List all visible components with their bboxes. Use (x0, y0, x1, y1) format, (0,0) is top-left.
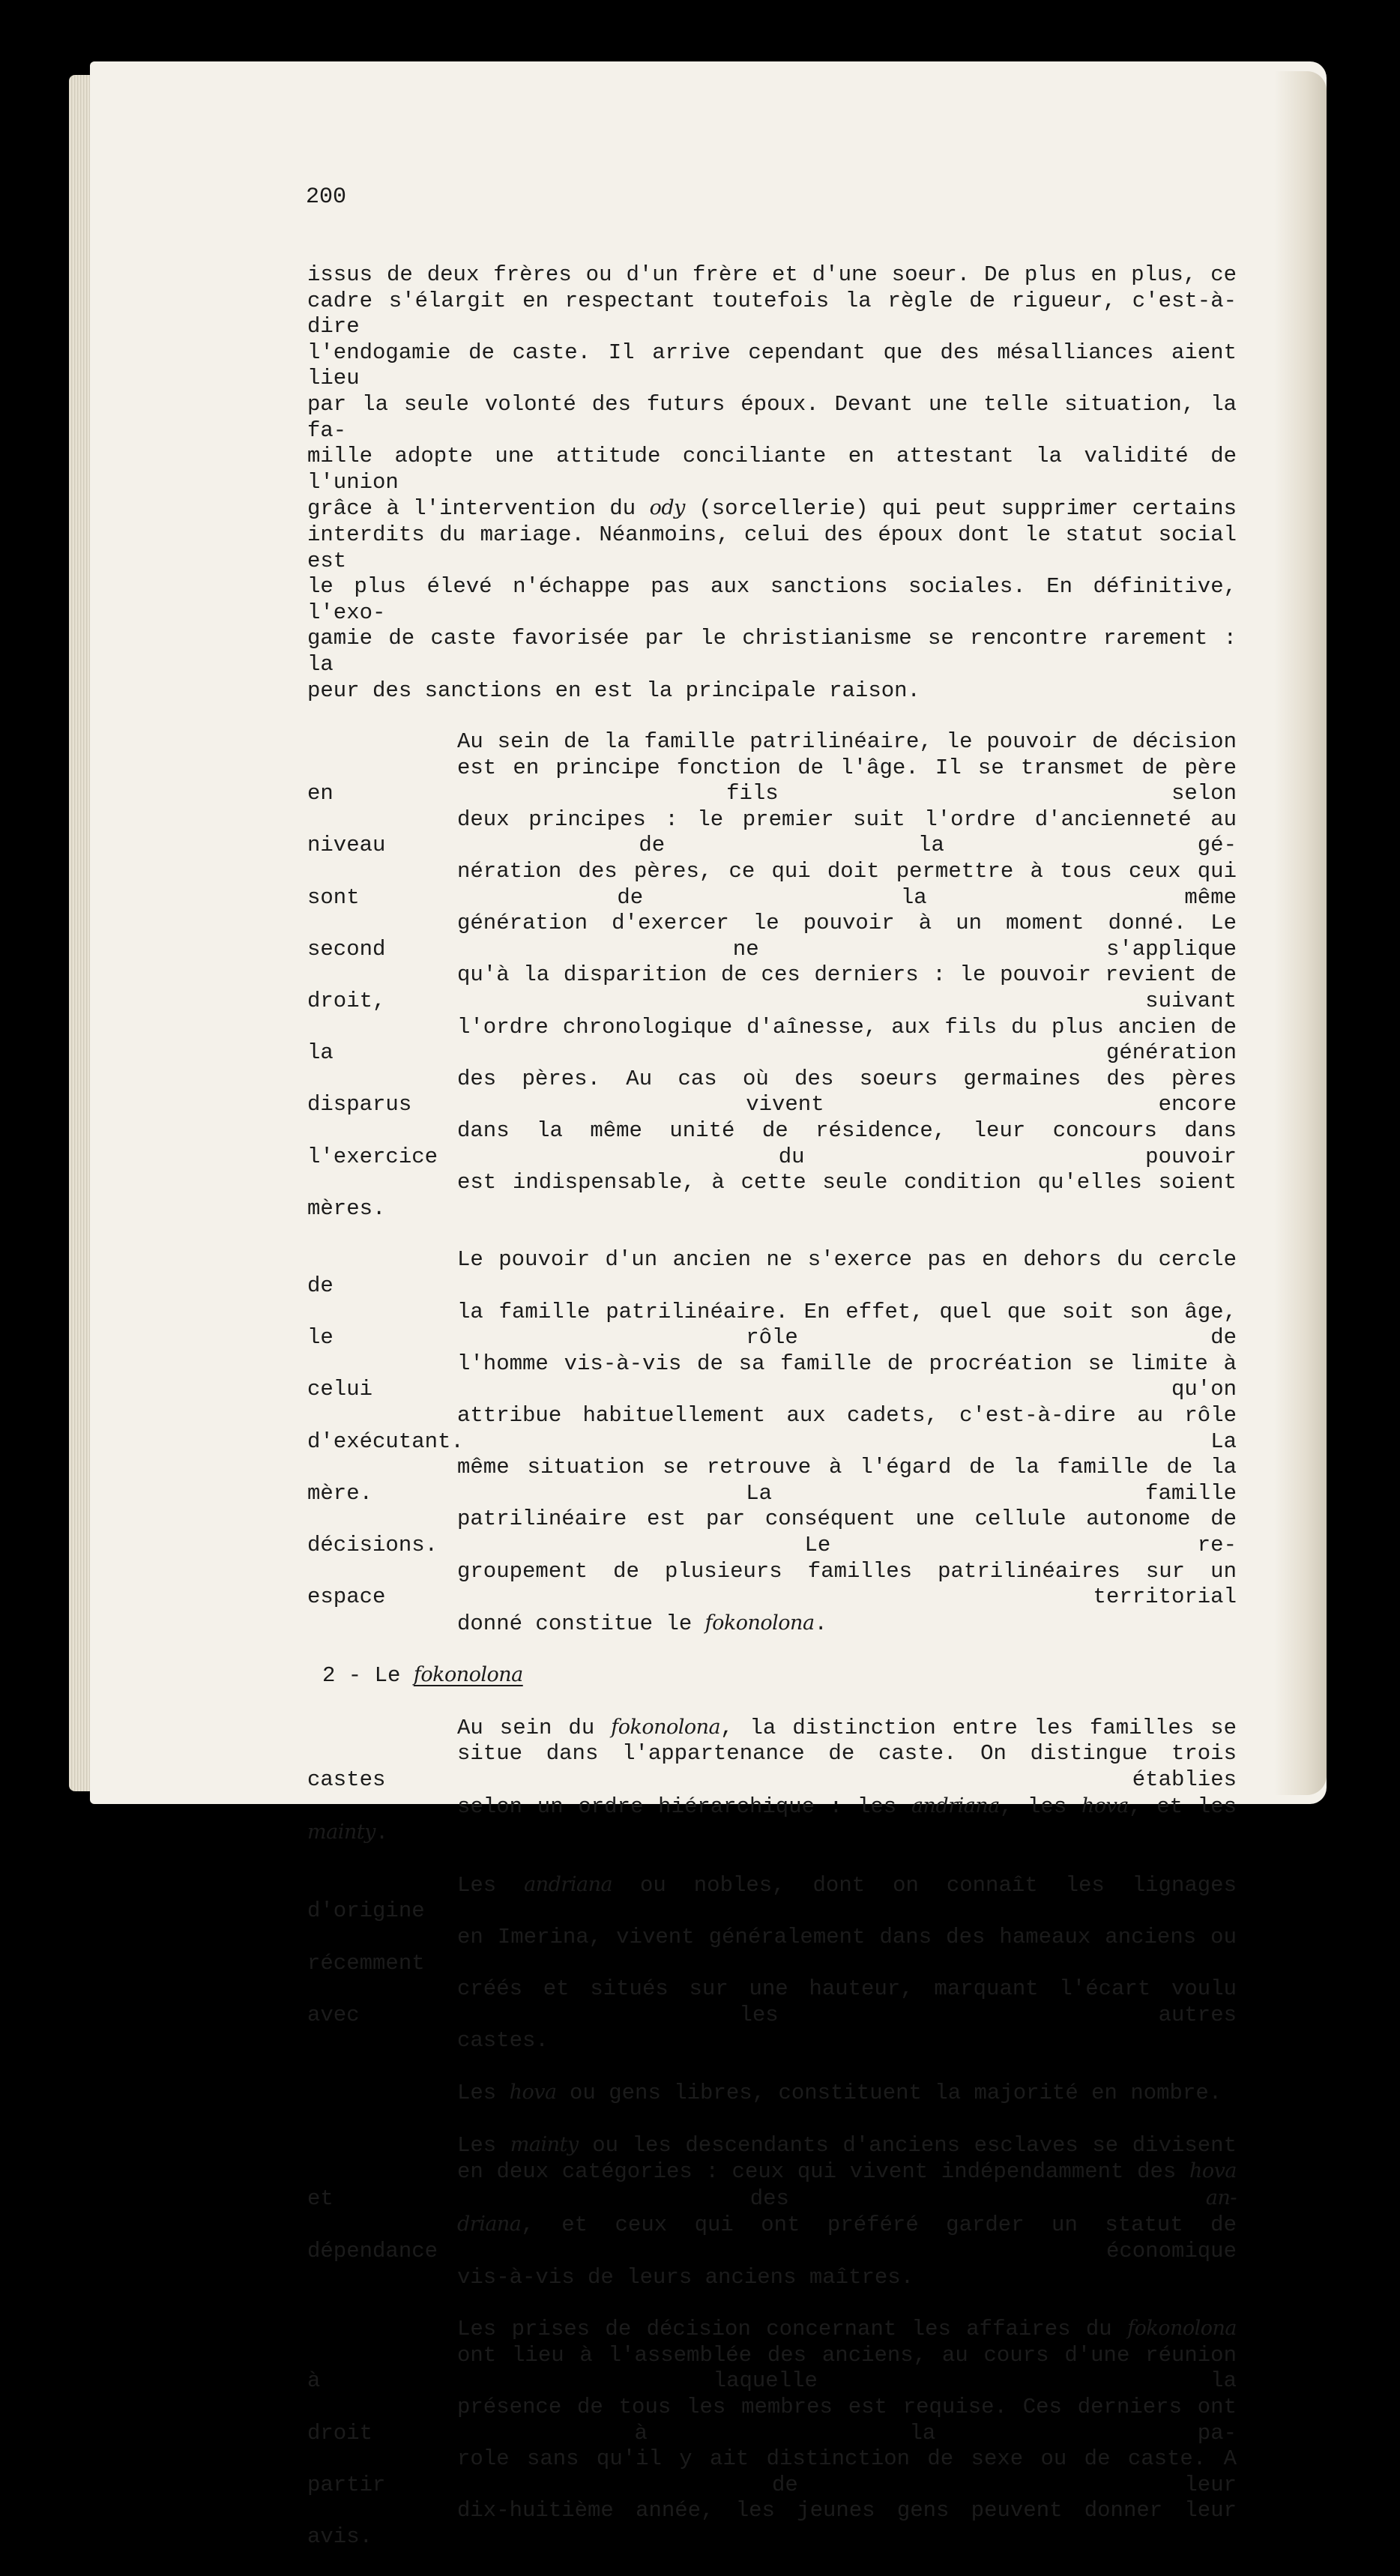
text-line (307, 807, 1237, 859)
text-run: , et les (1129, 1794, 1237, 1819)
text-line (307, 289, 1237, 340)
text-run: . (375, 1821, 389, 1846)
text-run: . (814, 1611, 827, 1636)
italic-term: an- (1205, 2186, 1237, 2209)
italic-term: fokonolona (611, 1715, 721, 1739)
text-run: gamie de caste favorisée par le christianisme se rencontre rarement : la (307, 626, 1237, 677)
text-run: cadre s'élargit en respectant toutefois la règle de rigueur, c'est-à-dire (307, 288, 1237, 340)
text-run: donné constitue le (457, 1611, 705, 1636)
paragraph (307, 2316, 1237, 2550)
paragraph (307, 1715, 1237, 1847)
text-line (307, 262, 1237, 289)
text-run: l'homme vis-à-vis de sa famille de procréation se limite à celui qu'on (307, 1351, 1237, 1402)
text-run: Au sein du (457, 1715, 612, 1740)
italic-term: mainty (510, 2132, 579, 2156)
paragraph (307, 2132, 1237, 2291)
text-line (307, 1067, 1237, 1118)
section-heading-number: 2 - Le (322, 1663, 414, 1689)
paragraph (307, 729, 1237, 1222)
text-line (307, 392, 1237, 444)
text-run: est indispensable, à cette seule condition qu'elles soient mères. (307, 1170, 1237, 1221)
text-block-1 (307, 262, 1237, 1637)
text-run: ont lieu à l'assemblée des anciens, au cours d'une réunion à laquelle la (307, 2342, 1237, 2394)
text-line (307, 574, 1237, 626)
text-run: ou gens libres, constituent la majorité en nombre. (556, 2081, 1222, 2105)
text-run: Le pouvoir d'un ancien ne s'exerce pas en dehors du cercle de (307, 1247, 1237, 1298)
text-line (307, 2343, 1237, 2395)
paragraph (307, 2080, 1237, 2107)
text-line (307, 1872, 1237, 1925)
text-line (307, 1455, 1237, 1506)
text-run: peur des sanctions en est la principale raison. (307, 678, 920, 703)
text-run: en deux catégories : ceux qui vivent indépendamment des (457, 2159, 1189, 2185)
text-run: Les (457, 1872, 525, 1898)
section-heading-title: fokonolona (413, 1663, 523, 1687)
text-line (307, 1976, 1237, 2028)
text-run: par la seule volonté des futurs époux. Devant une telle situation, la fa- (307, 391, 1237, 443)
text-run: génération d'exercer le pouvoir à un moment donné. Le second ne s'applique (307, 911, 1237, 962)
text-run: dans la même unité de résidence, leur concours dans l'exercice du pouvoir (307, 1118, 1237, 1169)
paragraph (307, 1247, 1237, 1637)
text-line (307, 2498, 1237, 2550)
italic-term: hova (509, 2081, 557, 2104)
italic-term: hova (1081, 1794, 1129, 1818)
text-line (307, 911, 1237, 962)
text-run: issus de deux frères ou d'un frère et d'une soeur. De plus en plus, ce (307, 262, 1237, 287)
text-run: , les (999, 1794, 1082, 1819)
text-run: deux principes : le premier suit l'ordre d'ancienneté au niveau de la gé- (307, 806, 1237, 858)
text-line (307, 2212, 1237, 2264)
text-run: l'endogamie de caste. Il arrive cependant que des mésalliances aient lieu (307, 340, 1237, 391)
paragraph (307, 262, 1237, 704)
text-line (307, 729, 1237, 755)
text-run: grâce à l'intervention du (307, 496, 650, 522)
text-run: nération des pères, ce qui doit permettre à tous ceux qui sont de la même (307, 859, 1237, 910)
text-line (307, 444, 1237, 495)
italic-term: driana (457, 2212, 522, 2236)
text-line (307, 755, 1237, 807)
text-line (307, 2028, 1237, 2054)
text-run: , la distinction entre les familles se (720, 1715, 1237, 1740)
text-line (307, 626, 1237, 678)
text-run: qu'à la disparition de ces derniers : le pouvoir revient de droit, suivant (307, 962, 1237, 1014)
text-run: présence de tous les membres est requise. Ces derniers ont droit à la pa- (307, 2394, 1237, 2446)
text-run: créés et situés sur une hauteur, marquant l'écart voulu avec les autres (307, 1976, 1237, 2027)
italic-term: ody (649, 496, 685, 520)
text-run: la famille patrilinéaire. En effet, quel que soit son âge, le rôle de (307, 1299, 1237, 1351)
text-line (307, 2316, 1237, 2343)
book-fore-edge (1274, 71, 1327, 1795)
text-block-2 (307, 1715, 1237, 2551)
text-line (307, 2159, 1237, 2212)
text-line (307, 1794, 1237, 1847)
italic-term: hova (1189, 2159, 1237, 2183)
text-run: des pères. Au cas où des soeurs germaines des pères disparus vivent encore (307, 1066, 1237, 1117)
text-line (307, 1741, 1237, 1793)
text-line (307, 1170, 1237, 1222)
text-run: groupement de plusieurs familles patrilinéaires sur un espace territorial (307, 1558, 1237, 1610)
text-run: en Imerina, vivent généralement dans des hameaux anciens ou récemment (307, 1925, 1237, 1976)
text-run: attribue habituellement aux cadets, c'est-à-dire au rôle d'exécutant. La (307, 1402, 1237, 1454)
text-run: le plus élevé n'échappe pas aux sanctions sociales. En définitive, l'exo- (307, 574, 1237, 625)
text-run: situe dans l'appartenance de caste. On distingue trois castes établies (307, 1741, 1237, 1793)
italic-term: fokonolona (704, 1611, 815, 1635)
text-run: selon un ordre hiérarchique : les (457, 1794, 911, 1819)
text-run: Les (457, 2132, 510, 2158)
text-run: Les (457, 2081, 510, 2105)
body-text (307, 262, 1237, 2576)
text-line (307, 2080, 1237, 2107)
italic-term: mainty (307, 1821, 375, 1844)
text-run: role sans qu'il y ait distinction de sexe ou de caste. A partir de leur (307, 2446, 1237, 2497)
text-line (307, 962, 1237, 1014)
text-run: l'ordre chronologique d'aînesse, aux fils du plus ancien de la génération (307, 1014, 1237, 1066)
text-run: dix-huitième année, les jeunes gens peuvent donner leur avis. (307, 2498, 1237, 2549)
text-line (307, 1925, 1237, 1976)
text-line (307, 1351, 1237, 1403)
text-run: Les prises de décision concernant les affaires du (457, 2317, 1128, 2342)
text-line (307, 1715, 1237, 1742)
text-line (307, 1247, 1237, 1299)
text-line (307, 1559, 1237, 1611)
text-line (307, 1015, 1237, 1067)
text-run: Au sein de la famille patrilinéaire, le pouvoir de décision (457, 729, 1237, 755)
text-run: patrilinéaire est par conséquent une cellule autonome de décisions. Le re- (307, 1506, 1237, 1557)
text-line (307, 522, 1237, 574)
text-run: ou les descendants d'anciens esclaves se divisent (578, 2132, 1237, 2158)
italic-term: andriana (524, 1872, 613, 1896)
text-line (307, 859, 1237, 911)
text-line (307, 1611, 1237, 1638)
text-run: est en principe fonction de l'âge. Il se transmet de père en fils selon (307, 755, 1237, 806)
text-run: et des (307, 2186, 1206, 2211)
page-number: 200 (306, 184, 347, 210)
text-line (307, 1403, 1237, 1455)
text-line (307, 1300, 1237, 1351)
text-line (307, 2395, 1237, 2446)
text-line (307, 495, 1237, 522)
paragraph (307, 1872, 1237, 2054)
italic-term: fokonolona (1127, 2317, 1237, 2341)
text-run: vis-à-vis de leurs anciens maîtres. (457, 2264, 914, 2290)
text-line (307, 2446, 1237, 2498)
section-heading (322, 1662, 1237, 1689)
text-line (307, 2265, 1237, 2291)
text-run: ou nobles, dont on connaît les lignages d'origine (307, 1872, 1237, 1924)
text-run: même situation se retrouve à l'égard de la famille de la mère. La famille (307, 1455, 1237, 1506)
text-line (307, 1118, 1237, 1170)
text-run: , et ceux qui ont préféré garder un statut de dépendance économique (307, 2212, 1237, 2263)
text-run: mille adopte une attitude conciliante en attestant la validité de l'union (307, 444, 1237, 495)
text-run: castes. (457, 2028, 549, 2054)
text-line (307, 2132, 1237, 2159)
text-run: (sorcellerie) qui peut supprimer certains (684, 496, 1237, 522)
italic-term: andriana (911, 1794, 1000, 1818)
text-line (307, 678, 1237, 705)
text-run: interdits du mariage. Néanmoins, celui des époux dont le statut social est (307, 522, 1237, 573)
text-line (307, 1506, 1237, 1558)
text-line (307, 340, 1237, 392)
